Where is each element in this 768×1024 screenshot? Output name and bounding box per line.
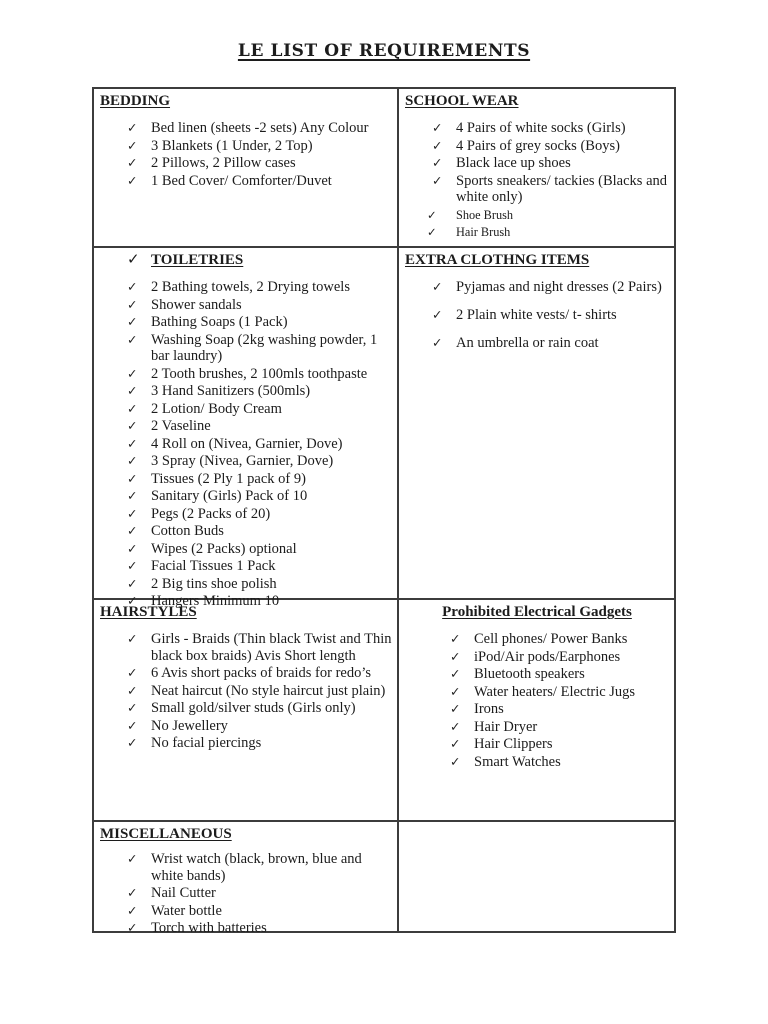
- item-text: Wrist watch (black, brown, blue and white bands): [151, 851, 362, 884]
- list-item: [127, 920, 392, 937]
- item-text: 2 Tooth brushes, 2 100mls toothpaste: [151, 365, 368, 382]
- item-text: Hair Clippers: [474, 736, 553, 752]
- checkmark-icon: ✓: [127, 920, 138, 936]
- list-item: [127, 631, 392, 665]
- list-item: [427, 207, 669, 224]
- list-item: [432, 173, 669, 207]
- list-item: [127, 488, 392, 505]
- item-text: 2 Pillows, 2 Pillow cases: [151, 155, 296, 171]
- list-item: [127, 576, 392, 593]
- list-item: [127, 366, 392, 383]
- list-item: [127, 297, 392, 314]
- checkmark-icon: ✓: [127, 314, 138, 329]
- checkmark-icon: ✓: [127, 470, 138, 486]
- list-item: [450, 666, 669, 683]
- item-text: 6 Avis short packs of braids for redo’s: [151, 665, 372, 682]
- section-extra-clothing: [399, 248, 674, 600]
- checkmark-icon: ✓: [450, 753, 461, 769]
- checkmark-icon: ✓: [127, 252, 140, 268]
- item-text: 3 Spray (Nivea, Garnier, Dove): [151, 453, 334, 470]
- list-item: [432, 335, 669, 352]
- section-heading-prohibited-gadgets: Prohibited Electrical Gadgets: [442, 604, 632, 620]
- checkmark-icon: ✓: [450, 736, 461, 751]
- section-heading-school-wear: SCHOOL WEAR: [405, 93, 519, 109]
- item-text: 4 Roll on (Nivea, Garnier, Dove): [151, 435, 343, 452]
- item-text: Neat haircut (No style haircut just plain): [151, 682, 386, 699]
- list-item: [127, 851, 392, 885]
- checkmark-icon: ✓: [450, 718, 461, 734]
- checkmark-icon: ✓: [127, 682, 138, 698]
- list-item: [432, 155, 669, 172]
- item-text: 4 Pairs of grey socks (Boys): [456, 137, 620, 154]
- page-title: LE LIST OF REQUIREMENTS: [237, 41, 531, 61]
- checkmark-icon: ✓: [127, 735, 138, 751]
- checkmark-icon: ✓: [127, 418, 138, 434]
- item-text: Wipes (2 Packs) optional: [151, 540, 297, 557]
- list-item: [127, 471, 392, 488]
- item-text: Bathing Soaps (1 Pack): [151, 314, 288, 330]
- list-item: [127, 401, 392, 418]
- checkmark-icon: ✓: [432, 172, 443, 188]
- checkmark-icon: ✓: [127, 902, 138, 918]
- checkmark-icon: ✓: [127, 365, 138, 381]
- section-heading-bedding: BEDDING: [100, 93, 171, 109]
- item-text: Tissues (2 Ply 1 pack of 9): [151, 470, 306, 487]
- item-text: Black lace up shoes: [456, 155, 571, 171]
- list-item: [427, 224, 669, 241]
- checkmark-icon: ✓: [127, 851, 138, 866]
- checkmark-icon: ✓: [127, 505, 138, 521]
- section-hairstyles: [94, 600, 399, 822]
- empty-cell: [399, 822, 674, 931]
- checkmark-icon: ✓: [127, 631, 138, 646]
- checkmark-icon: ✓: [127, 593, 138, 609]
- item-text: Irons: [474, 701, 504, 717]
- list-item: [127, 735, 392, 752]
- list-item: [127, 279, 392, 296]
- item-text: Hair Brush: [456, 225, 511, 239]
- checkmark-icon: ✓: [127, 717, 138, 733]
- item-text: Hair Dryer: [474, 718, 538, 735]
- item-text: Hangers Minimum 10: [151, 593, 280, 610]
- item-text: Smart Watches: [474, 753, 561, 770]
- checkmark-icon: ✓: [427, 225, 437, 239]
- list-item: [127, 138, 392, 155]
- checkmark-icon: ✓: [127, 558, 138, 574]
- item-text: No facial piercings: [151, 735, 262, 752]
- item-text: iPod/Air pods/Earphones: [474, 648, 621, 665]
- section-heading-toiletries: ✓ TOILETRIES: [127, 252, 244, 268]
- item-text: Girls - Braids (Thin black Twist and Thin black box braids) Avis Short length: [151, 631, 392, 664]
- requirements-table: [92, 87, 676, 937]
- checkmark-icon: ✓: [127, 453, 138, 469]
- checkmark-icon: ✓: [127, 172, 138, 188]
- extra-clothing-list: [405, 279, 669, 352]
- checkmark-icon: ✓: [432, 120, 443, 135]
- list-item: [127, 418, 392, 435]
- checkmark-icon: ✓: [432, 334, 443, 350]
- list-item: [127, 683, 392, 700]
- item-text: 3 Hand Sanitizers (500mls): [151, 383, 311, 400]
- item-text: Sanitary (Girls) Pack of 10: [151, 488, 308, 505]
- checkmark-icon: ✓: [432, 306, 443, 322]
- checkmark-icon: ✓: [450, 683, 461, 699]
- item-text: Torch with batteries: [151, 920, 267, 937]
- checkmark-icon: ✓: [127, 383, 138, 399]
- list-item: [450, 649, 669, 666]
- item-text: Facial Tissues 1 Pack: [151, 558, 276, 575]
- section-heading-miscellaneous: MISCELLANEOUS: [100, 826, 232, 842]
- list-item: [127, 314, 392, 331]
- item-text: Shower sandals: [151, 296, 242, 313]
- item-text: Washing Soap (2kg washing powder, 1 bar laundry): [151, 331, 378, 365]
- checkmark-icon: ✓: [127, 400, 138, 416]
- school-wear-list: [405, 120, 669, 241]
- list-item: [127, 332, 392, 366]
- list-item: [450, 684, 669, 701]
- list-item: [127, 541, 392, 558]
- bedding-list: [100, 120, 392, 189]
- section-bedding: [94, 89, 399, 248]
- item-text: Nail Cutter: [151, 885, 216, 902]
- item-text: 2 Bathing towels, 2 Drying towels: [151, 279, 350, 295]
- item-text: 1 Bed Cover/ Comforter/Duvet: [151, 172, 332, 189]
- checkmark-icon: ✓: [127, 155, 138, 170]
- section-school-wear: [399, 89, 674, 248]
- item-text: 2 Vaseline: [151, 418, 211, 435]
- list-item: [450, 631, 669, 648]
- checkmark-icon: ✓: [127, 435, 138, 451]
- list-item: [432, 279, 669, 296]
- checkmark-icon: ✓: [127, 488, 138, 504]
- checkmark-icon: ✓: [432, 137, 443, 153]
- list-item: [127, 558, 392, 575]
- item-text: Cotton Buds: [151, 523, 224, 540]
- list-item: [127, 383, 392, 400]
- list-item: [127, 155, 392, 172]
- toiletries-list: [100, 279, 392, 610]
- list-item: [127, 506, 392, 523]
- section-miscellaneous: [94, 822, 399, 937]
- list-item: [127, 173, 392, 190]
- section-heading-hairstyles: HAIRSTYLES: [100, 604, 197, 620]
- checkmark-icon: ✓: [432, 155, 443, 170]
- checkmark-icon: ✓: [450, 666, 461, 681]
- checkmark-icon: ✓: [127, 885, 138, 901]
- list-item: [432, 307, 669, 324]
- list-item: [450, 719, 669, 736]
- checkmark-icon: ✓: [127, 120, 138, 135]
- miscellaneous-list: [100, 851, 392, 937]
- checkmark-icon: ✓: [427, 207, 437, 222]
- item-text: Sports sneakers/ tackies (Blacks and white only): [456, 172, 668, 206]
- list-item: [450, 754, 669, 771]
- checkmark-icon: ✓: [127, 665, 138, 681]
- item-text: 2 Plain white vests/ t- shirts: [456, 306, 617, 323]
- list-item: [127, 700, 392, 717]
- checkmark-icon: ✓: [127, 575, 138, 591]
- checkmark-icon: ✓: [450, 648, 461, 664]
- checkmark-icon: ✓: [127, 279, 138, 294]
- item-text: 3 Blankets (1 Under, 2 Top): [151, 137, 313, 154]
- checkmark-icon: ✓: [127, 523, 138, 539]
- checkmark-icon: ✓: [127, 540, 138, 556]
- section-toiletries: [94, 248, 399, 610]
- list-item: [127, 120, 392, 137]
- section-heading-extra-clothing: EXTRA CLOTHNG ITEMS: [405, 252, 590, 268]
- list-item: [127, 453, 392, 470]
- list-item: [127, 885, 392, 902]
- list-item: [432, 138, 669, 155]
- item-text: An umbrella or rain coat: [456, 334, 599, 351]
- list-item: [127, 718, 392, 735]
- list-item: [450, 736, 669, 753]
- item-text: Shoe Brush: [456, 207, 514, 222]
- checkmark-icon: ✓: [450, 631, 461, 646]
- list-item: [127, 436, 392, 453]
- section-prohibited-gadgets: [399, 600, 674, 822]
- list-item: [127, 523, 392, 540]
- list-item: [432, 120, 669, 137]
- list-item: [127, 903, 392, 920]
- item-text: No Jewellery: [151, 717, 228, 734]
- item-text: Bed linen (sheets -2 sets) Any Colour: [151, 120, 369, 136]
- item-text: Cell phones/ Power Banks: [474, 631, 628, 647]
- item-text: Water bottle: [151, 902, 222, 919]
- hairstyles-list: [100, 631, 392, 752]
- checkmark-icon: ✓: [450, 701, 461, 716]
- checkmark-icon: ✓: [432, 279, 443, 294]
- list-item: [127, 665, 392, 682]
- item-text: Water heaters/ Electric Jugs: [474, 683, 636, 700]
- item-text: 2 Lotion/ Body Cream: [151, 400, 282, 417]
- checkmark-icon: ✓: [127, 700, 138, 716]
- item-text: Small gold/silver studs (Girls only): [151, 700, 356, 717]
- checkmark-icon: ✓: [127, 296, 138, 312]
- item-text: Bluetooth speakers: [474, 666, 585, 682]
- item-text: 2 Big tins shoe polish: [151, 575, 277, 592]
- checkmark-icon: ✓: [127, 331, 138, 347]
- item-text: Pyjamas and night dresses (2 Pairs): [456, 279, 662, 295]
- checkmark-icon: ✓: [127, 137, 138, 153]
- list-item: [450, 701, 669, 718]
- item-text: 4 Pairs of white socks (Girls): [456, 120, 626, 136]
- prohibited-gadgets-list: [405, 631, 669, 770]
- item-text: Pegs (2 Packs of 20): [151, 505, 271, 522]
